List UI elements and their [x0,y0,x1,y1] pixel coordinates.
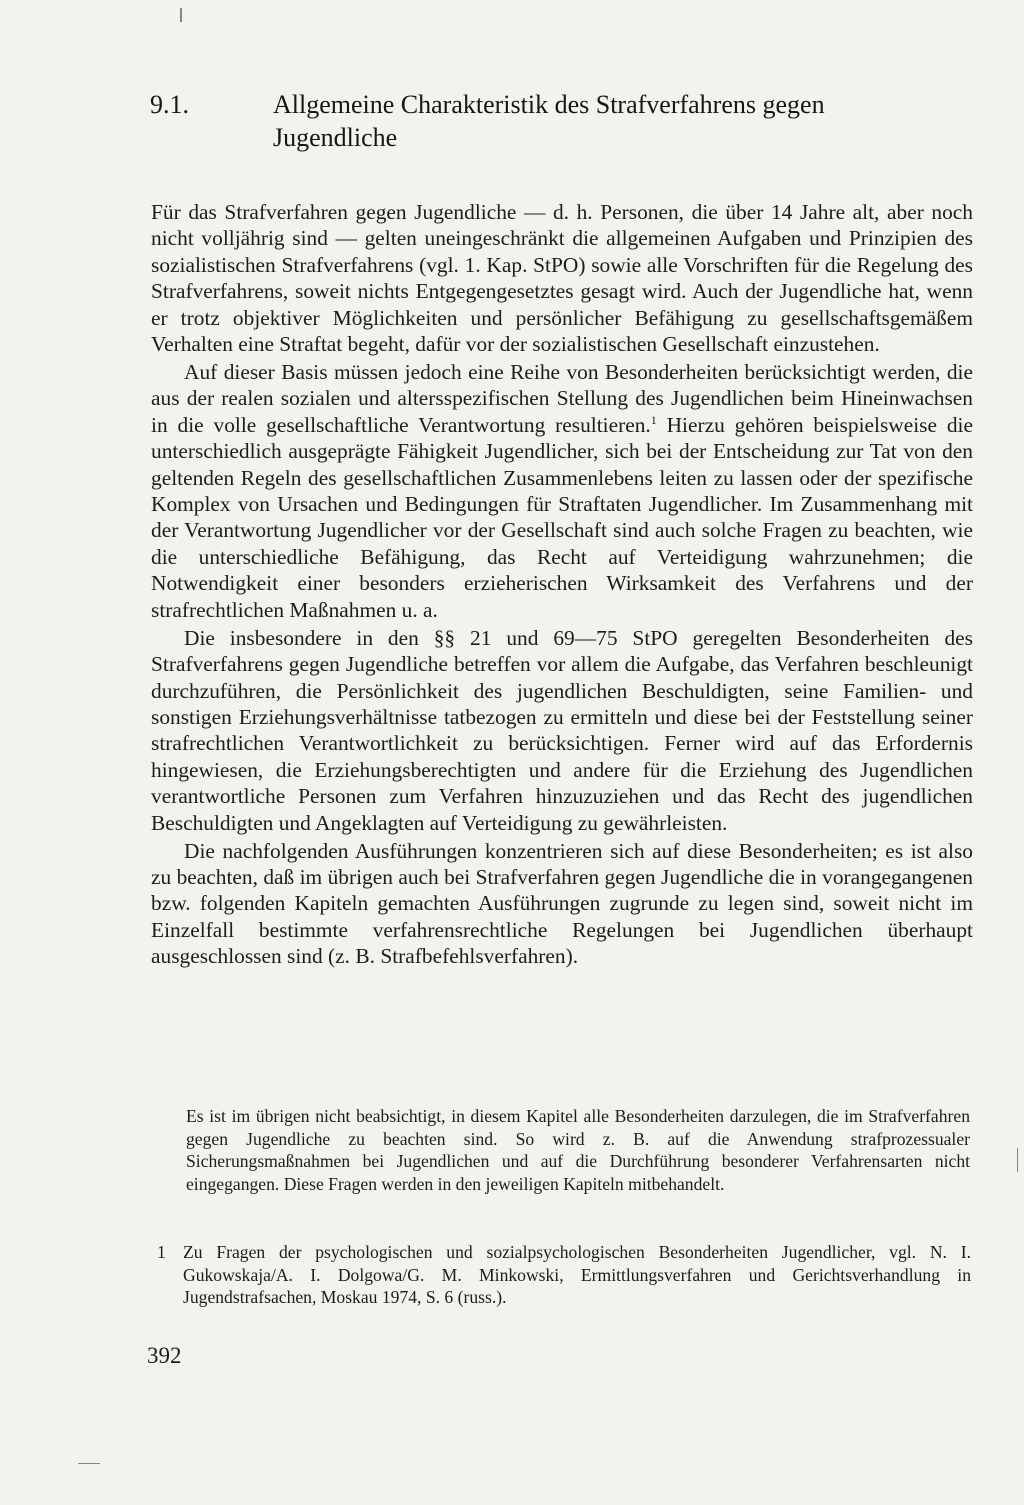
paragraph-2 [151,359,973,623]
small-print-note: Es ist im übrigen nicht beabsichtigt, in diesem Kapitel alle Besonderheiten darzulegen, die im Strafverfahren gegen Jugendliche zu beachten sind. So wird z. B. auf die Anwendung strafprozessualer Sicherungsmaßnahmen bei Jugendlichen und auf die Durchführung besonderer Verfahrensarten nicht eingegangen. Diese Fragen werden in den jeweiligen Kapiteln mitbehandelt. [186,1106,970,1195]
section-title: Allgemeine Charakteristik des Strafverfahrens gegen Jugendliche [273,90,825,152]
footnote-text: Zu Fragen der psychologischen und sozialpsychologischen Besonderheiten Jugendlicher, vgl. N. I. Gukowskaja/A. I. Dolgowa/G. M. Minkowski, Ermittlungsverfahren und Gerichtsverhandlung in Jugendstrafsachen, Moskau 1974, S. 6 (russ.). [183,1242,971,1307]
section-number: 9.1. [150,90,189,119]
paragraph-4: Die nachfolgenden Ausführungen konzentrieren sich auf diese Besonderheiten; es ist also zu beachten, daß im übrigen auch bei Strafverfahren gegen Jugendliche die in vorangegangenen bzw. folgenden Kapiteln gemachten Ausführungen zugrunde zu legen sind, soweit nicht im Einzelfall bestimmte verfahrensrechtliche Regelungen bei Jugendlichen überhaupt ausgeschlossen sind (z. B. Strafbefehlsverfahren). [151,838,973,969]
body-text [151,199,973,971]
scan-mark-right [1017,1148,1018,1172]
page-number: 392 [147,1343,182,1368]
footnote-marker: 1 [157,1242,166,1262]
paragraph-3: Die insbesondere in den §§ 21 und 69—75 StPO geregelten Besonderheiten des Strafverfahrens gegen Jugendliche betreffen vor allem die Aufgabe, das Verfahren beschleunigt durchzuführen, die Persönlichkeit des jugendlichen Beschuldigten, seine Familien- und sonstigen Erziehungsverhältnisse tatbezogen zu ermitteln und diese bei der Feststellung seiner strafrechtlichen Verantwortlichkeit zu berücksichtigen. Ferner wird auf das Erfordernis hingewiesen, die Erziehungsberechtigten und andere für die Erziehung des Jugendlichen verantwortliche Personen zum Verfahren hinzuzuziehen und das Recht des jugendlichen Beschuldigten und Angeklagten auf Verteidigung zu gewährleisten. [151,625,973,835]
paragraph-2-text-a: Auf dieser Basis müssen jedoch eine Reihe von Besonderheiten berücksichtigt werden, die aus der realen sozialen und altersspezifischen Stellung des Jugendlichen beim Hineinwachsen in die volle gesellschaftliche Verantwortung resultieren. [151,360,973,437]
scan-mark-bottom [78,1463,100,1464]
footnote-reference: 1 [650,412,657,427]
paragraph-1: Für das Strafverfahren gegen Jugendliche — d. h. Personen, die über 14 Jahre alt, aber noch nicht volljährig sind — gelten uneingeschränkt die allgemeinen Aufgaben und Prinzipien des sozialistischen Strafverfahrens (vgl. 1. Kap. StPO) sowie alle Vorschriften für die Regelung des Strafverfahrens, soweit nichts Entgegengesetztes gesagt wird. Auch der Jugendliche hat, wenn er trotz objektiver Möglichkeiten und persönlicher Befähigung zu gesellschaftsgemäßem Verhalten eine Straftat begeht, dafür vor der sozialistischen Gesellschaft einzustehen. [151,200,973,357]
scan-mark-top [180,8,182,22]
paragraph-2-text-b: Hierzu gehören beispielsweise die unterschiedlich ausgeprägte Fähigkeit Jugendlicher, sich bei der Entscheidung zur Tat von den geltenden Regeln des gesellschaftlichen Zusammenlebens leiten zu lassen oder der spezifische Komplex von Ursachen und Bedingungen für Straftaten Jugendlicher. Im Zusammenhang mit der Verantwortung Jugendlicher vor der Gesellschaft sind auch solche Fragen zu beachten, wie die unterschiedliche Befähigung, das Recht auf Verteidigung wahrzunehmen; die Notwendigkeit einer besonders erzieherischen Wirksamkeit des Verfahrens und der strafrechtlichen Maßnahmen u. a. [151,412,973,622]
